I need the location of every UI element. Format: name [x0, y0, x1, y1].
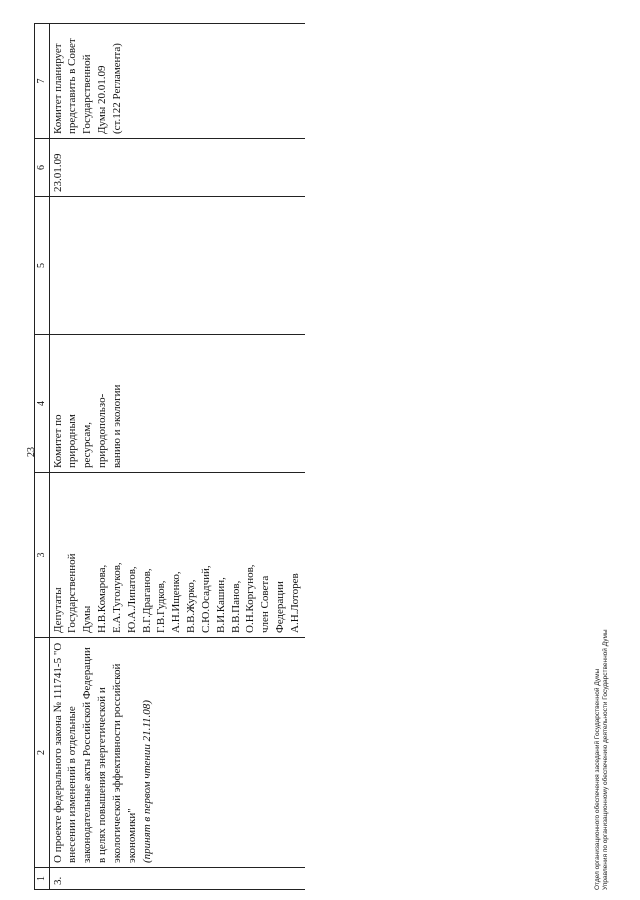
note-line: Государственной: [81, 54, 94, 134]
committee-line: ресурсам,: [81, 421, 94, 468]
initiators-cell: [49, 473, 305, 638]
note-line: (ст.122 Регламента): [110, 43, 123, 134]
initiator-line: А.Н.Лоторев: [289, 573, 301, 633]
page-number: 23: [26, 447, 37, 457]
initiator-line: Федерации: [274, 581, 287, 633]
row-number: 3.: [49, 868, 305, 890]
initiator-line: В.И.Кашин,: [214, 577, 227, 633]
bill-cell: [49, 638, 305, 868]
initiator-line: Г.В.Гудков,: [155, 580, 168, 633]
column-header-3: 3: [35, 473, 50, 638]
column-header-6: 6: [35, 139, 50, 197]
initiator-line: Н.В.Комарова,: [96, 564, 109, 633]
column-header-5: 5: [35, 197, 50, 335]
initiator-line: Ю.А.Липатов,: [125, 566, 138, 633]
bill-title: О проекте федерального закона № 111741-5 "О внесении изменений в отдельные законодательные акты Российской Федерации в целях повышения энергетической и экологической эффективности российской экономики": [51, 642, 138, 863]
initiator-line: С.Ю.Осадчий,: [199, 565, 212, 633]
committee-line: природным: [66, 414, 79, 468]
initiator-line: В.В.Панов,: [229, 580, 242, 633]
footer-line-1: Отдел организационного обеспечения заседаний Государственной Думы: [594, 668, 601, 890]
bill-status: (принят в первом чтении 21.11.08): [140, 700, 153, 863]
column-header-4: 4: [35, 335, 50, 473]
footer: [594, 629, 611, 890]
initiator-line: А.Н.Ищенко,: [170, 571, 183, 633]
initiator-line: В.Г.Драганов,: [140, 568, 153, 633]
note-cell: [49, 24, 305, 139]
initiator-line: Государственной: [66, 553, 79, 633]
column-header-1: 1: [35, 868, 50, 890]
initiator-line: О.Н.Коргунов,: [244, 564, 257, 633]
initiator-line: Думы: [81, 605, 94, 633]
initiator-line: Е.А.Туголуков,: [110, 562, 123, 633]
table-row: [49, 24, 305, 890]
column-header-7: 7: [35, 24, 50, 139]
date-cell: 23.01.09: [49, 139, 305, 197]
committee-line: ванию и экологии: [110, 384, 123, 468]
committee-cell: [49, 335, 305, 473]
initiator-line: Депутаты: [51, 587, 64, 633]
note-line: Думы 20.01.09: [96, 65, 109, 134]
note-line: представить в Совет: [66, 38, 79, 134]
column-header-2: 2: [35, 638, 50, 868]
committee-line: Комитет по: [51, 414, 64, 468]
column-5-cell: [49, 197, 305, 335]
initiator-line: В.В.Журко,: [185, 579, 198, 633]
footer-line-2: Управления по организационному обеспечению деятельности Государственной Думы: [602, 629, 610, 890]
initiator-line: член Совета: [259, 575, 272, 633]
header-row: [35, 24, 50, 890]
note-line: Комитет планирует: [51, 43, 64, 134]
committee-line: природопользо-: [96, 393, 109, 468]
bills-table: [34, 23, 305, 890]
